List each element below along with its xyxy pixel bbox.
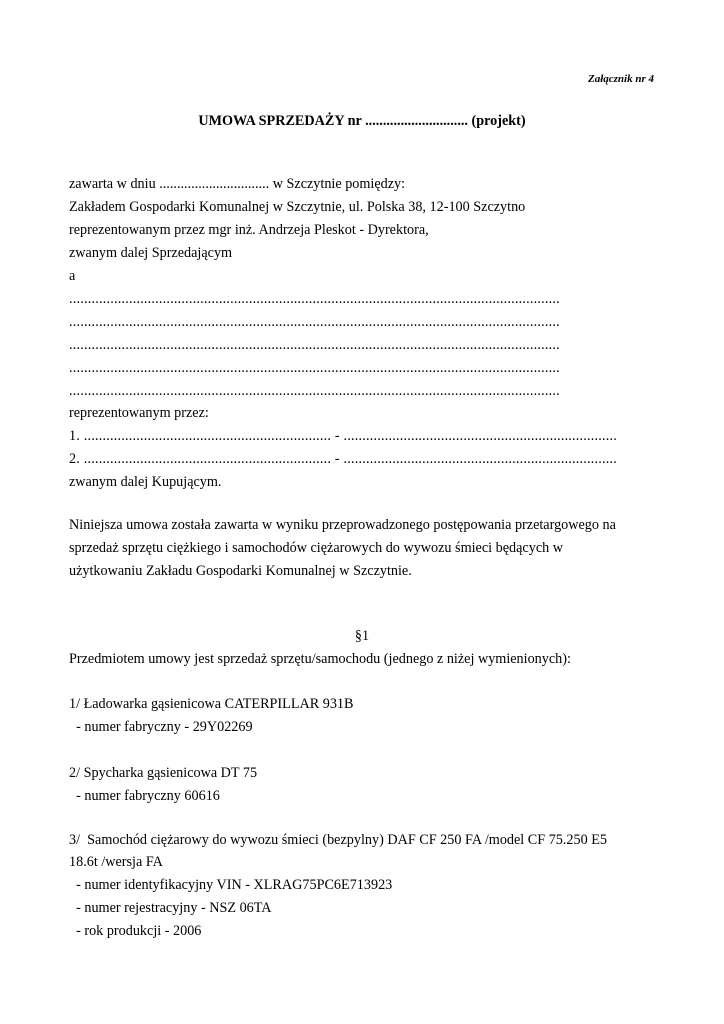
contract-date-line: zawarta w dniu ............................... w Szczytnie pomiędzy: <box>69 176 406 192</box>
buyer-dotted-line: ................................................................................................................................... <box>69 291 560 307</box>
section-1-subject: Przedmiotem umowy jest sprzedaż sprzętu/samochodu (jednego z niżej wymienionych): <box>69 651 571 667</box>
item-1-name: 1/ Ładowarka gąsienicowa CATERPILLAR 931B <box>69 696 354 712</box>
item-3-name: 3/ Samochód ciężarowy do wywozu śmieci (bezpylny) DAF CF 250 FA /model CF 75.250 E5 <box>69 832 608 848</box>
intro-paragraph-line: użytkowaniu Zakładu Gospodarki Komunalnej w Szczytnie. <box>69 563 412 579</box>
representative-line-2: 2. .................................................................. - ......................................................................... <box>69 451 618 467</box>
buyer-dotted-line: ................................................................................................................................... <box>69 314 560 330</box>
represented-by-label: reprezentowanym przez: <box>69 405 209 421</box>
representative-line-1: 1. .................................................................. - ......................................................................... <box>69 428 618 444</box>
conjunction-line: a <box>69 268 76 284</box>
seller-name-line: Zakładem Gospodarki Komunalnej w Szczytnie, ul. Polska 38, 12-100 Szczytno <box>69 199 526 215</box>
item-3-production-year: - rok produkcji - 2006 <box>69 923 202 939</box>
seller-label-line: zwanym dalej Sprzedającym <box>69 245 233 261</box>
attachment-label: Załącznik nr 4 <box>587 73 654 85</box>
section-1-heading: §1 <box>354 628 370 644</box>
buyer-dotted-line: ................................................................................................................................... <box>69 337 560 353</box>
intro-paragraph-line: Niniejsza umowa została zawarta w wyniku przeprowadzonego postępowania przetargowego na <box>69 517 616 533</box>
item-3-vin: - numer identyfikacyjny VIN - XLRAG75PC6E713923 <box>69 877 393 893</box>
buyer-dotted-line: ................................................................................................................................... <box>69 383 560 399</box>
item-3-registration: - numer rejestracyjny - NSZ 06TA <box>69 900 272 916</box>
buyer-dotted-line: ................................................................................................................................... <box>69 360 560 376</box>
item-2-serial: - numer fabryczny 60616 <box>69 788 220 804</box>
intro-paragraph-line: sprzedaż sprzętu ciężkiego i samochodów ciężarowych do wywozu śmieci będących w <box>69 540 563 556</box>
document-title: UMOWA SPRZEDAŻY nr ............................. (projekt) <box>198 113 526 129</box>
item-3-name-continued: 18.6t /wersja FA <box>69 854 163 870</box>
item-1-serial: - numer fabryczny - 29Y02269 <box>69 719 253 735</box>
item-2-name: 2/ Spycharka gąsienicowa DT 75 <box>69 765 258 781</box>
seller-representative-line: reprezentowanym przez mgr inż. Andrzeja Pleskot - Dyrektora, <box>69 222 429 238</box>
buyer-label-line: zwanym dalej Kupującym. <box>69 474 222 490</box>
